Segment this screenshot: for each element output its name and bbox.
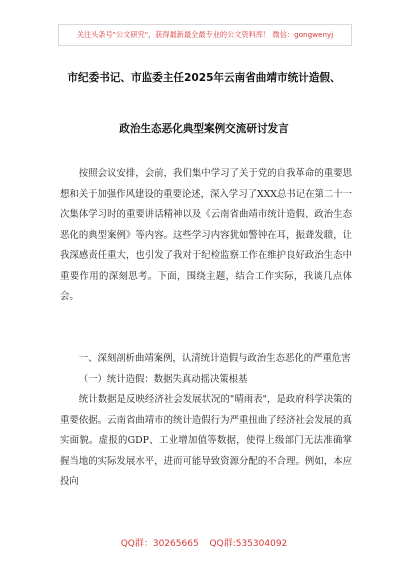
footer-qq-group-1: QQ群：30265665 [120, 539, 199, 549]
subsection-heading: （一）统计造假：数据失真动摇决策根基 [78, 373, 248, 385]
promo-banner: 关注头条号"公文研究"，获得最新最全最专业的公文资料库！ 微信：gongwenyj [58, 24, 352, 46]
document-title-line-2: 政治生态恶化典型案例交流研讨发言 [119, 123, 289, 135]
footer [0, 536, 408, 549]
intro-paragraph: 按照会议安排，会前，我们集中学习了关于党的自我革命的重要思想和关于加强作风建设的重要论述，深入学习了XXX总书记在第二十一次集体学习时的重要讲话精神以及《云南省曲靖市统计造假、政治生态恶化的典型案例》等内容。这些学习内容犹如警钟在耳，振聋发聩，让我深感责任重大，也引发了我对于纪检监察工作在维护良好政治生态中重要作用的深刻思考。下面，围绕主题，结合工作实际，我谈几点体会。 [60, 168, 352, 302]
subsection-paragraph: 统计数据是反映经济社会发展状况的"晴雨表"，是政府科学决策的重要依据。云南省曲靖市的统计造假行为严重扭曲了经济社会发展的真实面貌。虚报的GDP、工业增加值等数据，使得上级部门无法准确掌握当地的实际发展水平，进而可能导致资源分配的不合理。例如，本应投向 [60, 394, 352, 487]
intro-block [60, 164, 352, 308]
document-title-line-1: 市纪委书记、市监委主任2025年云南省曲靖市统计造假、 [67, 72, 341, 84]
section-heading: 一、深刻剖析曲靖案例，认清统计造假与政治生态恶化的严重危害 [78, 353, 351, 364]
footer-qq-group-2: QQ群:535304092 [209, 539, 288, 549]
section-block [60, 349, 352, 493]
